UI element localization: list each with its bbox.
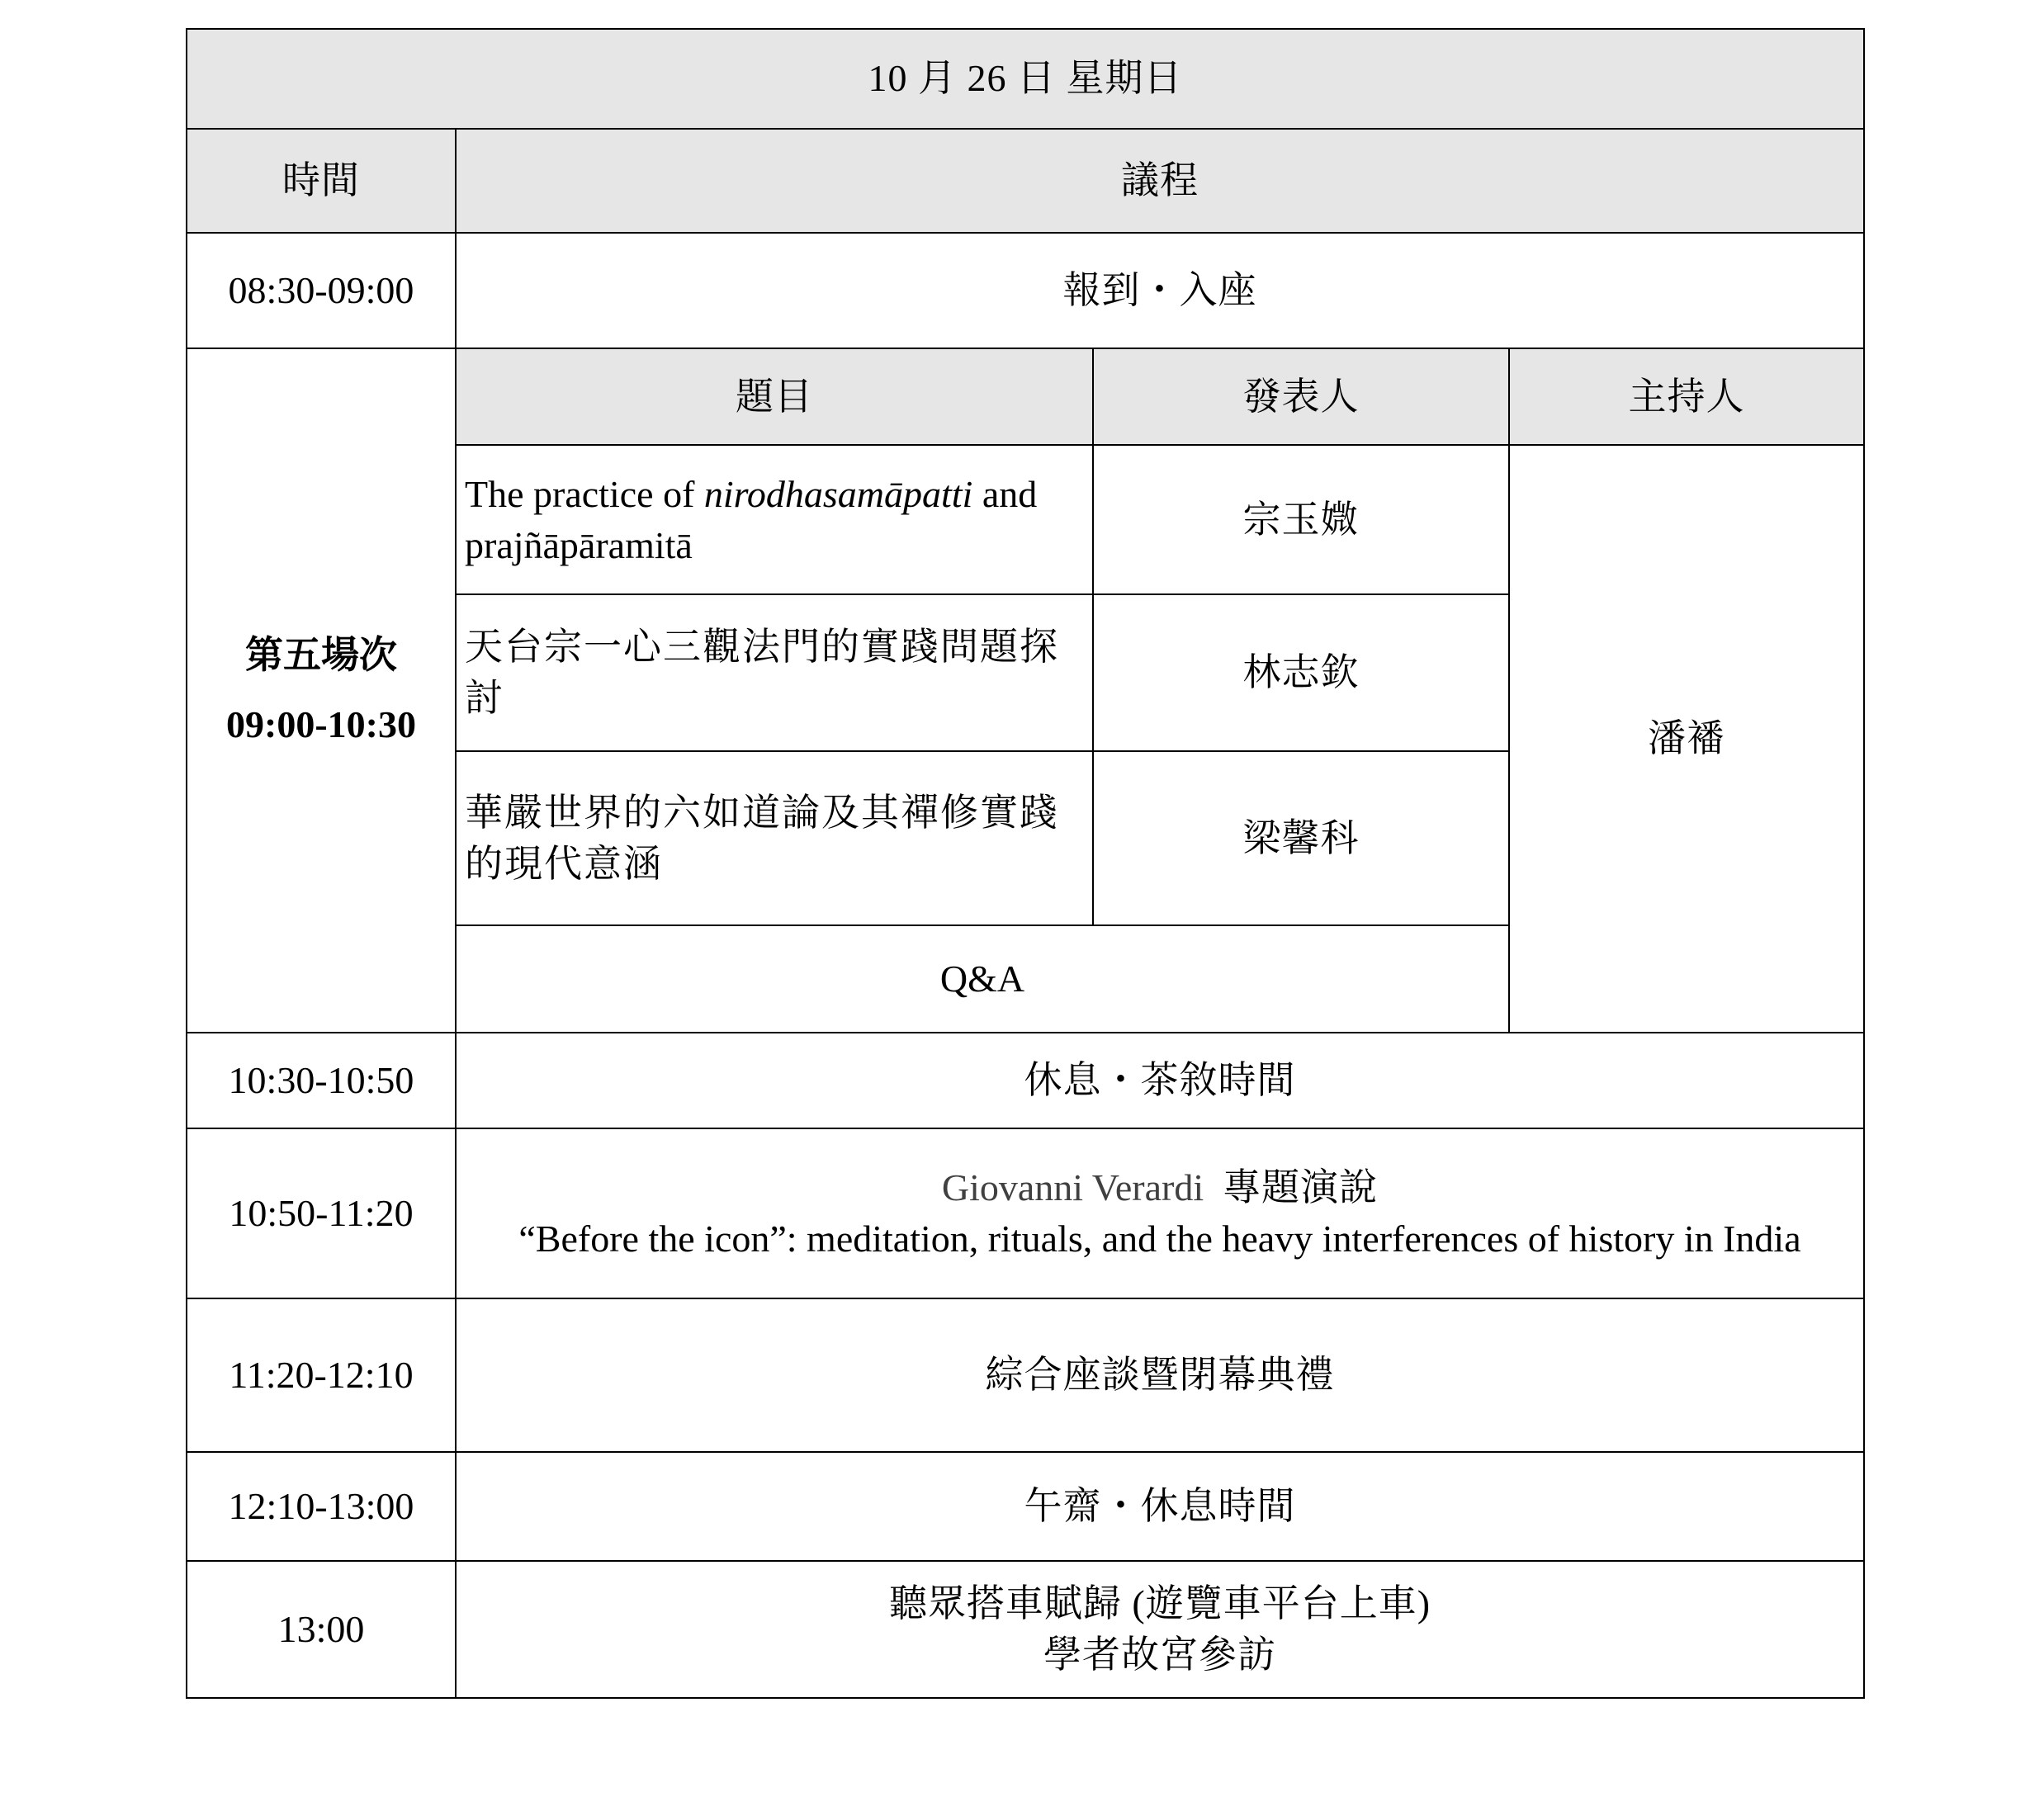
- paper-presenter: 梁馨科: [1093, 751, 1509, 925]
- closing-time: 11:20-12:10: [187, 1298, 456, 1452]
- keynote-cell: [456, 1128, 1864, 1298]
- paper-topic: [456, 445, 1093, 594]
- agenda-column-header: 議程: [456, 129, 1864, 233]
- departure-time: 13:00: [187, 1561, 456, 1698]
- lunch-row: [187, 1452, 1864, 1561]
- closing-row: [187, 1298, 1864, 1452]
- keynote-label: 專題演說: [1223, 1166, 1379, 1208]
- paper-topic: 華嚴世界的六如道論及其禪修實踐的現代意涵: [456, 751, 1093, 925]
- paper-presenter: 林志欽: [1093, 594, 1509, 751]
- closing-text: 綜合座談暨閉幕典禮: [456, 1298, 1864, 1452]
- departure-line1: 聽眾搭車賦歸 (遊覽車平台上車): [888, 1582, 1431, 1624]
- host-header: 主持人: [1509, 348, 1864, 445]
- date-header-row: [187, 29, 1864, 129]
- keynote-heading: [490, 1162, 1830, 1213]
- presenter-header: 發表人: [1093, 348, 1509, 445]
- keynote-speaker: Giovanni Verardi: [941, 1166, 1204, 1208]
- break-row: [187, 1033, 1864, 1128]
- qa-cell: Q&A: [456, 925, 1509, 1032]
- topic-header: 題目: [456, 348, 1093, 445]
- session-time: 09:00-10:30: [226, 703, 416, 746]
- keynote-time: 10:50-11:20: [187, 1128, 456, 1298]
- lunch-time: 12:10-13:00: [187, 1452, 456, 1561]
- paper-topic-pre: The practice of: [465, 472, 704, 515]
- break-time: 10:30-10:50: [187, 1033, 456, 1128]
- checkin-time: 08:30-09:00: [187, 233, 456, 348]
- departure-cell: [456, 1561, 1864, 1698]
- paper-topic-italic: nirodhasamāpatti: [703, 472, 973, 515]
- session-cell: [187, 348, 456, 1032]
- session-header-row: [187, 348, 1864, 445]
- keynote-title: “Before the icon”: meditation, rituals, and the heavy interferences of history in India: [518, 1217, 1801, 1260]
- checkin-text: 報到・入座: [456, 233, 1864, 348]
- agenda-table: [186, 28, 1865, 1699]
- checkin-row: [187, 233, 1864, 348]
- keynote-row: [187, 1128, 1864, 1298]
- date-header: 10 月 26 日 星期日: [187, 29, 1864, 129]
- paper-presenter: 宗玉媺: [1093, 445, 1509, 594]
- paper-topic: 天台宗一心三觀法門的實踐問題探討: [456, 594, 1093, 751]
- time-column-header: 時間: [187, 129, 456, 233]
- break-text: 休息・茶敘時間: [456, 1033, 1864, 1128]
- departure-row: [187, 1561, 1864, 1698]
- departure-line2: 學者故宮參訪: [1043, 1633, 1276, 1676]
- lunch-text: 午齋・休息時間: [456, 1452, 1864, 1561]
- paper-topic-post: and prajñāpāramitā: [465, 472, 1038, 566]
- column-header-row: [187, 129, 1864, 233]
- session-host: 潘襎: [1509, 445, 1864, 1032]
- session-label: 第五場次: [245, 634, 397, 677]
